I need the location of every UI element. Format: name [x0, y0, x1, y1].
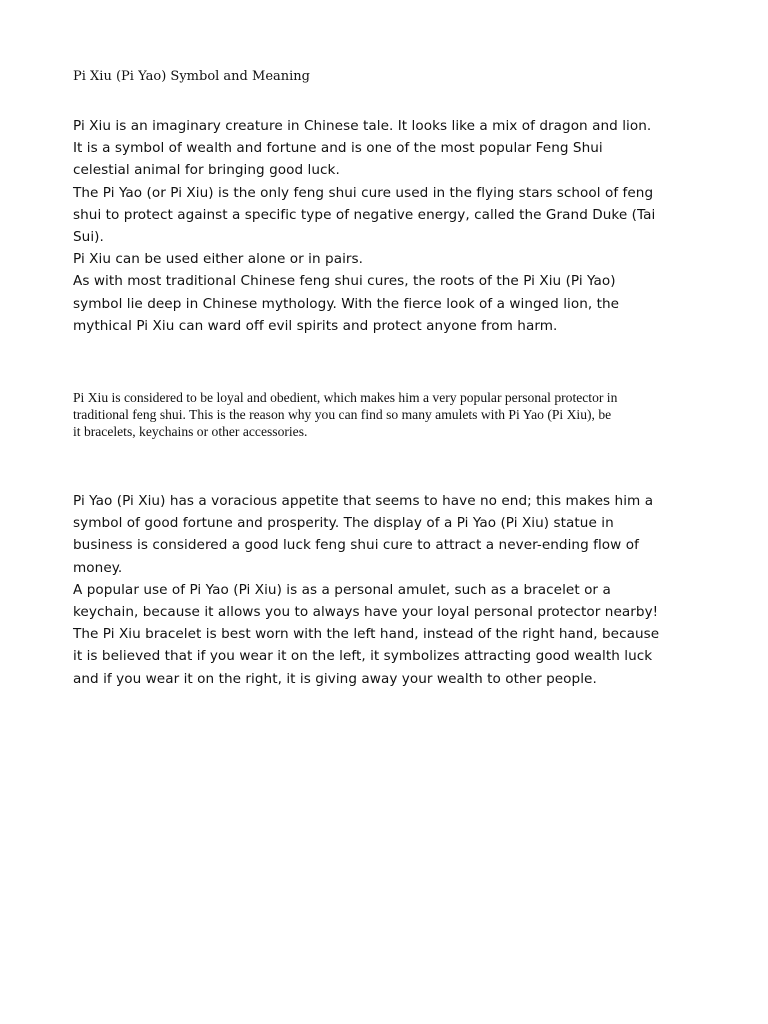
text-line: Sui). — [73, 229, 104, 246]
text-line: it is believed that if you wear it on the left, it symbolizes attracting good wealth luck — [73, 648, 653, 665]
text-line: business is considered a good luck feng shui cure to attract a never-ending flow of — [73, 537, 639, 554]
text-line: Pi Xiu can be used either alone or in pairs. — [73, 251, 364, 268]
text-line: Pi Xiu is considered to be loyal and obedient, which makes him a very popular personal protector in — [73, 390, 618, 405]
text-line: keychain, because it allows you to always have your loyal personal protector nearby! — [73, 604, 659, 621]
paragraph-loyalty — [73, 389, 713, 440]
text-line: The Pi Xiu bracelet is best worn with the left hand, instead of the right hand, because — [73, 626, 660, 643]
text-line: Pi Yao (Pi Xiu) has a voracious appetite that seems to have no end; this makes him a — [73, 493, 654, 509]
text-line: and if you wear it on the right, it is giving away your wealth to other people. — [73, 670, 597, 687]
text-line: mythical Pi Xiu can ward off evil spirits and protect anyone from harm. — [73, 317, 558, 334]
paragraph-intro — [73, 115, 703, 337]
text-line: symbol of good fortune and prosperity. The display of a Pi Yao (Pi Xiu) statue in — [73, 515, 614, 532]
text-line: symbol lie deep in Chinese mythology. With the fierce look of a winged lion, the — [73, 295, 620, 312]
text-line: Pi Xiu is an imaginary creature in Chinese tale. It looks like a mix of dragon and lion. — [73, 118, 652, 134]
text-line: money. — [73, 559, 123, 576]
text-line: The Pi Yao (or Pi Xiu) is the only feng shui cure used in the flying stars school of feng — [73, 184, 654, 201]
text-line: As with most traditional Chinese feng shui cures, the roots of the Pi Xiu (Pi Yao) — [73, 273, 616, 290]
text-line: it bracelets, keychains or other accessories. — [73, 424, 308, 439]
text-line: celestial animal for bringing good luck. — [73, 162, 340, 179]
text-line: shui to protect against a specific type of negative energy, called the Grand Duke (Tai — [73, 206, 656, 223]
document-title: Pi Xiu (Pi Yao) Symbol and Meaning — [73, 69, 310, 84]
text-line: traditional feng shui. This is the reason why you can find so many amulets with Pi Yao (Pi Xiu), be — [73, 407, 612, 422]
paragraph-prosperity — [73, 490, 703, 690]
text-line: A popular use of Pi Yao (Pi Xiu) is as a personal amulet, such as a bracelet or a — [73, 581, 611, 598]
text-line: It is a symbol of wealth and fortune and is one of the most popular Feng Shui — [73, 140, 603, 157]
